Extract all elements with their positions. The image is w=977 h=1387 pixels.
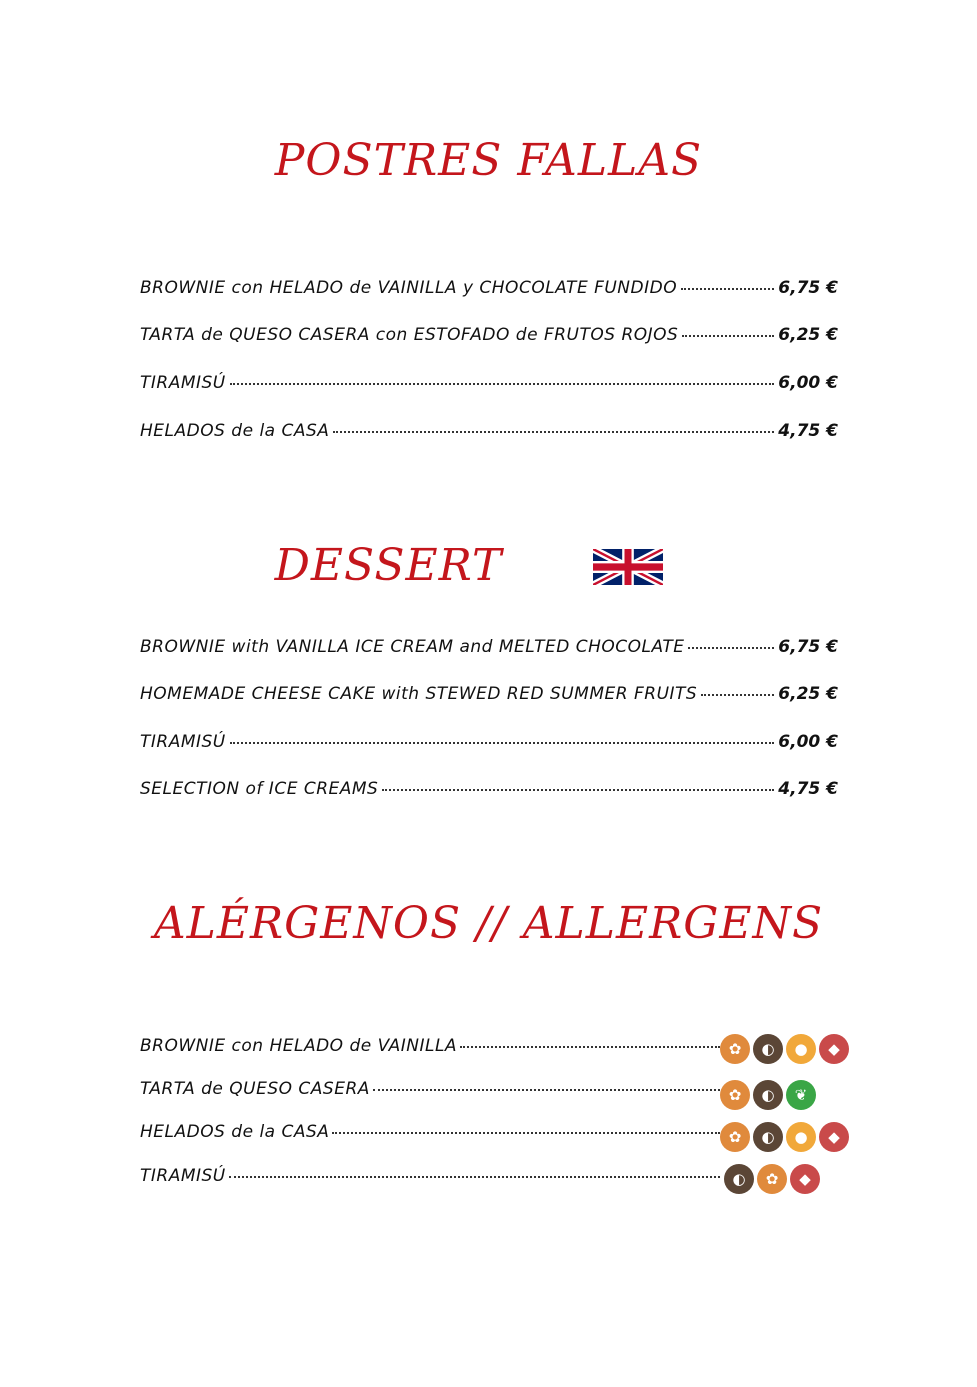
dessert-item xyxy=(140,684,838,704)
item-price: 6,25 € xyxy=(778,684,838,704)
item-name: HELADOS de la CASA xyxy=(140,421,330,441)
allergen-row xyxy=(140,1166,720,1186)
item-name: TIRAMISÚ xyxy=(140,1166,226,1186)
dessert-item xyxy=(140,732,838,752)
dot-leader xyxy=(460,1046,720,1048)
item-name: BROWNIE with VANILLA ICE CREAM and MELTED CHOCOLATE xyxy=(140,637,685,657)
milk-icon: ◐ xyxy=(753,1122,783,1152)
item-name: SELECTION of ICE CREAMS xyxy=(140,779,379,799)
item-price: 4,75 € xyxy=(778,421,838,441)
gluten-icon: ✿ xyxy=(720,1034,750,1064)
dot-leader xyxy=(688,647,774,649)
dessert-item xyxy=(140,779,838,799)
milk-icon: ◐ xyxy=(724,1164,754,1194)
dot-leader xyxy=(701,694,774,696)
allergens-title: ALÉRGENOS // ALLERGENS xyxy=(153,898,824,949)
nuts-icon: ◆ xyxy=(819,1034,849,1064)
item-price: 4,75 € xyxy=(778,779,838,799)
item-name: TIRAMISÚ xyxy=(140,732,226,752)
allergen-icons xyxy=(720,1080,816,1110)
item-name: TARTA de QUESO CASERA con ESTOFADO de FRUTOS ROJOS xyxy=(140,325,679,345)
dot-leader xyxy=(230,383,775,385)
item-name: TIRAMISÚ xyxy=(140,373,226,393)
egg-icon: ● xyxy=(786,1122,816,1152)
soy-icon: ❦ xyxy=(786,1080,816,1110)
item-name: TARTA de QUESO CASERA xyxy=(140,1079,370,1099)
dot-leader xyxy=(333,431,774,433)
gluten-icon: ✿ xyxy=(757,1164,787,1194)
egg-icon: ● xyxy=(786,1034,816,1064)
item-price: 6,00 € xyxy=(778,373,838,393)
dot-leader xyxy=(230,742,775,744)
postres-item xyxy=(140,421,838,441)
allergen-icons xyxy=(720,1034,849,1064)
allergen-row xyxy=(140,1122,720,1142)
dot-leader xyxy=(229,1176,720,1178)
item-price: 6,75 € xyxy=(778,278,838,298)
dessert-item xyxy=(140,637,838,657)
postres-title: POSTRES FALLAS xyxy=(274,135,703,186)
allergen-row xyxy=(140,1036,720,1056)
allergen-row xyxy=(140,1079,720,1099)
allergen-icons xyxy=(724,1164,820,1194)
uk-flag-icon xyxy=(593,549,663,585)
allergen-icons xyxy=(720,1122,849,1152)
nuts-icon: ◆ xyxy=(790,1164,820,1194)
nuts-icon: ◆ xyxy=(819,1122,849,1152)
gluten-icon: ✿ xyxy=(720,1080,750,1110)
postres-item xyxy=(140,325,838,345)
item-name: BROWNIE con HELADO de VAINILLA xyxy=(140,1036,458,1056)
gluten-icon: ✿ xyxy=(720,1122,750,1152)
item-price: 6,25 € xyxy=(778,325,838,345)
postres-item xyxy=(140,373,838,393)
item-name: BROWNIE con HELADO de VAINILLA y CHOCOLATE FUNDIDO xyxy=(140,278,678,298)
item-name: HOMEMADE CHEESE CAKE with STEWED RED SUMMER FRUITS xyxy=(140,684,698,704)
milk-icon: ◐ xyxy=(753,1034,783,1064)
postres-item xyxy=(140,278,838,298)
milk-icon: ◐ xyxy=(753,1080,783,1110)
dot-leader xyxy=(382,789,774,791)
dot-leader xyxy=(332,1132,720,1134)
dot-leader xyxy=(682,335,774,337)
item-price: 6,00 € xyxy=(778,732,838,752)
item-price: 6,75 € xyxy=(778,637,838,657)
dot-leader xyxy=(373,1089,720,1091)
dessert-title: DESSERT xyxy=(274,540,503,591)
dot-leader xyxy=(681,288,774,290)
item-name: HELADOS de la CASA xyxy=(140,1122,330,1142)
